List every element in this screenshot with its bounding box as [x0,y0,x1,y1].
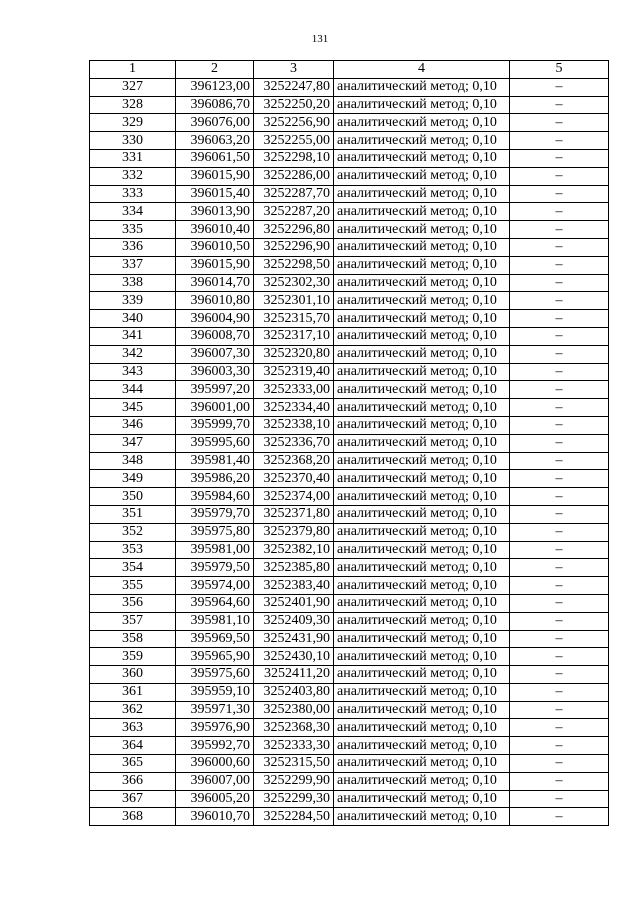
description-cell: – [510,523,609,541]
x-coordinate-cell: 396010,40 [176,221,254,239]
y-coordinate-cell: 3252379,80 [254,523,334,541]
x-coordinate-cell: 395971,30 [176,701,254,719]
method-accuracy-cell: аналитический метод; 0,10 [334,505,510,523]
method-accuracy-cell: аналитический метод; 0,10 [334,648,510,666]
table-row [90,132,609,150]
point-number-cell: 358 [90,630,176,648]
point-number-cell: 327 [90,78,176,96]
method-accuracy-cell: аналитический метод; 0,10 [334,416,510,434]
y-coordinate-cell: 3252298,50 [254,256,334,274]
point-number-cell: 348 [90,452,176,470]
y-coordinate-cell: 3252315,50 [254,755,334,773]
method-accuracy-cell: аналитический метод; 0,10 [334,452,510,470]
method-accuracy-cell: аналитический метод; 0,10 [334,292,510,310]
x-coordinate-cell: 395975,60 [176,666,254,684]
description-cell: – [510,559,609,577]
point-number-cell: 345 [90,399,176,417]
x-coordinate-cell: 395992,70 [176,737,254,755]
x-coordinate-cell: 395986,20 [176,470,254,488]
point-number-cell: 366 [90,772,176,790]
point-number-cell: 352 [90,523,176,541]
description-cell: – [510,630,609,648]
table-row [90,399,609,417]
x-coordinate-cell: 395976,90 [176,719,254,737]
table-row [90,345,609,363]
x-coordinate-cell: 395979,70 [176,505,254,523]
x-coordinate-cell: 396004,90 [176,310,254,328]
x-coordinate-cell: 396007,30 [176,345,254,363]
method-accuracy-cell: аналитический метод; 0,10 [334,577,510,595]
method-accuracy-cell: аналитический метод; 0,10 [334,683,510,701]
table-row [90,630,609,648]
header-col-2: 2 [176,61,254,79]
method-accuracy-cell: аналитический метод; 0,10 [334,149,510,167]
description-cell: – [510,452,609,470]
table-row [90,648,609,666]
table-row [90,737,609,755]
method-accuracy-cell: аналитический метод; 0,10 [334,78,510,96]
x-coordinate-cell: 396000,60 [176,755,254,773]
method-accuracy-cell: аналитический метод; 0,10 [334,488,510,506]
y-coordinate-cell: 3252298,10 [254,149,334,167]
table-row [90,363,609,381]
point-number-cell: 338 [90,274,176,292]
table-row [90,238,609,256]
method-accuracy-cell: аналитический метод; 0,10 [334,345,510,363]
method-accuracy-cell: аналитический метод; 0,10 [334,167,510,185]
x-coordinate-cell: 396013,90 [176,203,254,221]
point-number-cell: 353 [90,541,176,559]
y-coordinate-cell: 3252368,20 [254,452,334,470]
description-cell: – [510,577,609,595]
y-coordinate-cell: 3252299,90 [254,772,334,790]
y-coordinate-cell: 3252255,00 [254,132,334,150]
method-accuracy-cell: аналитический метод; 0,10 [334,363,510,381]
coordinates-table [89,60,609,826]
y-coordinate-cell: 3252371,80 [254,505,334,523]
table-row [90,488,609,506]
table-header-row [90,61,609,79]
y-coordinate-cell: 3252385,80 [254,559,334,577]
y-coordinate-cell: 3252334,40 [254,399,334,417]
description-cell: – [510,132,609,150]
x-coordinate-cell: 396008,70 [176,327,254,345]
point-number-cell: 337 [90,256,176,274]
y-coordinate-cell: 3252286,00 [254,167,334,185]
x-coordinate-cell: 396076,00 [176,114,254,132]
description-cell: – [510,363,609,381]
table-row [90,114,609,132]
method-accuracy-cell: аналитический метод; 0,10 [334,274,510,292]
table-row [90,594,609,612]
x-coordinate-cell: 396010,80 [176,292,254,310]
description-cell: – [510,701,609,719]
table-row [90,327,609,345]
y-coordinate-cell: 3252296,90 [254,238,334,256]
x-coordinate-cell: 395974,00 [176,577,254,595]
table-row [90,755,609,773]
method-accuracy-cell: аналитический метод; 0,10 [334,203,510,221]
description-cell: – [510,416,609,434]
y-coordinate-cell: 3252256,90 [254,114,334,132]
description-cell: – [510,381,609,399]
point-number-cell: 364 [90,737,176,755]
y-coordinate-cell: 3252301,10 [254,292,334,310]
point-number-cell: 359 [90,648,176,666]
y-coordinate-cell: 3252284,50 [254,808,334,826]
method-accuracy-cell: аналитический метод; 0,10 [334,470,510,488]
description-cell: – [510,648,609,666]
method-accuracy-cell: аналитический метод; 0,10 [334,523,510,541]
table-row [90,185,609,203]
description-cell: – [510,808,609,826]
y-coordinate-cell: 3252430,10 [254,648,334,666]
point-number-cell: 349 [90,470,176,488]
method-accuracy-cell: аналитический метод; 0,10 [334,541,510,559]
point-number-cell: 332 [90,167,176,185]
method-accuracy-cell: аналитический метод; 0,10 [334,755,510,773]
description-cell: – [510,434,609,452]
y-coordinate-cell: 3252431,90 [254,630,334,648]
description-cell: – [510,292,609,310]
method-accuracy-cell: аналитический метод; 0,10 [334,790,510,808]
description-cell: – [510,488,609,506]
y-coordinate-cell: 3252403,80 [254,683,334,701]
table-row [90,772,609,790]
point-number-cell: 347 [90,434,176,452]
description-cell: – [510,274,609,292]
point-number-cell: 360 [90,666,176,684]
description-cell: – [510,185,609,203]
description-cell: – [510,594,609,612]
x-coordinate-cell: 396015,90 [176,256,254,274]
x-coordinate-cell: 395984,60 [176,488,254,506]
table-row [90,666,609,684]
table-row [90,434,609,452]
description-cell: – [510,612,609,630]
table-row [90,612,609,630]
description-cell: – [510,203,609,221]
x-coordinate-cell: 396001,00 [176,399,254,417]
x-coordinate-cell: 395959,10 [176,683,254,701]
method-accuracy-cell: аналитический метод; 0,10 [334,666,510,684]
method-accuracy-cell: аналитический метод; 0,10 [334,612,510,630]
description-cell: – [510,719,609,737]
table-row [90,96,609,114]
x-coordinate-cell: 395997,20 [176,381,254,399]
method-accuracy-cell: аналитический метод; 0,10 [334,238,510,256]
x-coordinate-cell: 396086,70 [176,96,254,114]
table-row [90,701,609,719]
page-number: 131 [311,33,329,45]
table-row [90,577,609,595]
y-coordinate-cell: 3252320,80 [254,345,334,363]
method-accuracy-cell: аналитический метод; 0,10 [334,381,510,399]
y-coordinate-cell: 3252319,40 [254,363,334,381]
method-accuracy-cell: аналитический метод; 0,10 [334,772,510,790]
table-row [90,523,609,541]
point-number-cell: 365 [90,755,176,773]
description-cell: – [510,221,609,239]
x-coordinate-cell: 396005,20 [176,790,254,808]
description-cell: – [510,399,609,417]
description-cell: – [510,772,609,790]
method-accuracy-cell: аналитический метод; 0,10 [334,185,510,203]
point-number-cell: 355 [90,577,176,595]
header-col-3: 3 [254,61,334,79]
point-number-cell: 368 [90,808,176,826]
method-accuracy-cell: аналитический метод; 0,10 [334,701,510,719]
point-number-cell: 335 [90,221,176,239]
y-coordinate-cell: 3252374,00 [254,488,334,506]
x-coordinate-cell: 395999,70 [176,416,254,434]
table-row [90,470,609,488]
description-cell: – [510,683,609,701]
point-number-cell: 329 [90,114,176,132]
table-row [90,292,609,310]
method-accuracy-cell: аналитический метод; 0,10 [334,221,510,239]
x-coordinate-cell: 396015,40 [176,185,254,203]
y-coordinate-cell: 3252411,20 [254,666,334,684]
point-number-cell: 350 [90,488,176,506]
x-coordinate-cell: 395981,00 [176,541,254,559]
table-row [90,416,609,434]
y-coordinate-cell: 3252382,10 [254,541,334,559]
method-accuracy-cell: аналитический метод; 0,10 [334,114,510,132]
method-accuracy-cell: аналитический метод; 0,10 [334,327,510,345]
y-coordinate-cell: 3252370,40 [254,470,334,488]
description-cell: – [510,790,609,808]
x-coordinate-cell: 395995,60 [176,434,254,452]
y-coordinate-cell: 3252333,30 [254,737,334,755]
y-coordinate-cell: 3252383,40 [254,577,334,595]
method-accuracy-cell: аналитический метод; 0,10 [334,132,510,150]
point-number-cell: 356 [90,594,176,612]
table-row [90,256,609,274]
method-accuracy-cell: аналитический метод; 0,10 [334,719,510,737]
x-coordinate-cell: 396061,50 [176,149,254,167]
point-number-cell: 330 [90,132,176,150]
y-coordinate-cell: 3252368,30 [254,719,334,737]
x-coordinate-cell: 396007,00 [176,772,254,790]
table-row [90,274,609,292]
y-coordinate-cell: 3252338,10 [254,416,334,434]
method-accuracy-cell: аналитический метод; 0,10 [334,808,510,826]
description-cell: – [510,541,609,559]
table-row [90,683,609,701]
table-row [90,808,609,826]
description-cell: – [510,114,609,132]
x-coordinate-cell: 396003,30 [176,363,254,381]
description-cell: – [510,167,609,185]
y-coordinate-cell: 3252302,30 [254,274,334,292]
description-cell: – [510,737,609,755]
table-row [90,790,609,808]
x-coordinate-cell: 395969,50 [176,630,254,648]
y-coordinate-cell: 3252317,10 [254,327,334,345]
method-accuracy-cell: аналитический метод; 0,10 [334,399,510,417]
description-cell: – [510,256,609,274]
point-number-cell: 362 [90,701,176,719]
point-number-cell: 333 [90,185,176,203]
x-coordinate-cell: 395979,50 [176,559,254,577]
x-coordinate-cell: 396010,70 [176,808,254,826]
method-accuracy-cell: аналитический метод; 0,10 [334,737,510,755]
description-cell: – [510,78,609,96]
method-accuracy-cell: аналитический метод; 0,10 [334,256,510,274]
x-coordinate-cell: 395981,10 [176,612,254,630]
x-coordinate-cell: 396063,20 [176,132,254,150]
x-coordinate-cell: 395965,90 [176,648,254,666]
point-number-cell: 361 [90,683,176,701]
header-col-5: 5 [510,61,609,79]
table-row [90,719,609,737]
description-cell: – [510,96,609,114]
y-coordinate-cell: 3252333,00 [254,381,334,399]
method-accuracy-cell: аналитический метод; 0,10 [334,434,510,452]
y-coordinate-cell: 3252401,90 [254,594,334,612]
x-coordinate-cell: 395964,60 [176,594,254,612]
y-coordinate-cell: 3252287,20 [254,203,334,221]
description-cell: – [510,327,609,345]
header-col-1: 1 [90,61,176,79]
y-coordinate-cell: 3252287,70 [254,185,334,203]
table-row [90,505,609,523]
table-row [90,149,609,167]
method-accuracy-cell: аналитический метод; 0,10 [334,630,510,648]
x-coordinate-cell: 395981,40 [176,452,254,470]
y-coordinate-cell: 3252247,80 [254,78,334,96]
table-row [90,559,609,577]
x-coordinate-cell: 396014,70 [176,274,254,292]
table-body [90,78,609,825]
point-number-cell: 351 [90,505,176,523]
table-row [90,452,609,470]
x-coordinate-cell: 396015,90 [176,167,254,185]
table-row [90,541,609,559]
description-cell: – [510,755,609,773]
point-number-cell: 339 [90,292,176,310]
header-col-4: 4 [334,61,510,79]
point-number-cell: 331 [90,149,176,167]
table-row [90,310,609,328]
table-row [90,167,609,185]
x-coordinate-cell: 395975,80 [176,523,254,541]
y-coordinate-cell: 3252336,70 [254,434,334,452]
description-cell: – [510,505,609,523]
point-number-cell: 328 [90,96,176,114]
point-number-cell: 342 [90,345,176,363]
table-row [90,78,609,96]
description-cell: – [510,666,609,684]
y-coordinate-cell: 3252409,30 [254,612,334,630]
method-accuracy-cell: аналитический метод; 0,10 [334,559,510,577]
table-row [90,203,609,221]
x-coordinate-cell: 396123,00 [176,78,254,96]
point-number-cell: 354 [90,559,176,577]
description-cell: – [510,149,609,167]
table-row [90,381,609,399]
x-coordinate-cell: 396010,50 [176,238,254,256]
description-cell: – [510,238,609,256]
y-coordinate-cell: 3252299,30 [254,790,334,808]
description-cell: – [510,345,609,363]
point-number-cell: 340 [90,310,176,328]
table-row [90,221,609,239]
point-number-cell: 357 [90,612,176,630]
point-number-cell: 344 [90,381,176,399]
point-number-cell: 334 [90,203,176,221]
y-coordinate-cell: 3252250,20 [254,96,334,114]
method-accuracy-cell: аналитический метод; 0,10 [334,96,510,114]
point-number-cell: 363 [90,719,176,737]
y-coordinate-cell: 3252315,70 [254,310,334,328]
description-cell: – [510,310,609,328]
method-accuracy-cell: аналитический метод; 0,10 [334,594,510,612]
description-cell: – [510,470,609,488]
point-number-cell: 367 [90,790,176,808]
point-number-cell: 341 [90,327,176,345]
method-accuracy-cell: аналитический метод; 0,10 [334,310,510,328]
point-number-cell: 343 [90,363,176,381]
y-coordinate-cell: 3252380,00 [254,701,334,719]
point-number-cell: 336 [90,238,176,256]
y-coordinate-cell: 3252296,80 [254,221,334,239]
point-number-cell: 346 [90,416,176,434]
